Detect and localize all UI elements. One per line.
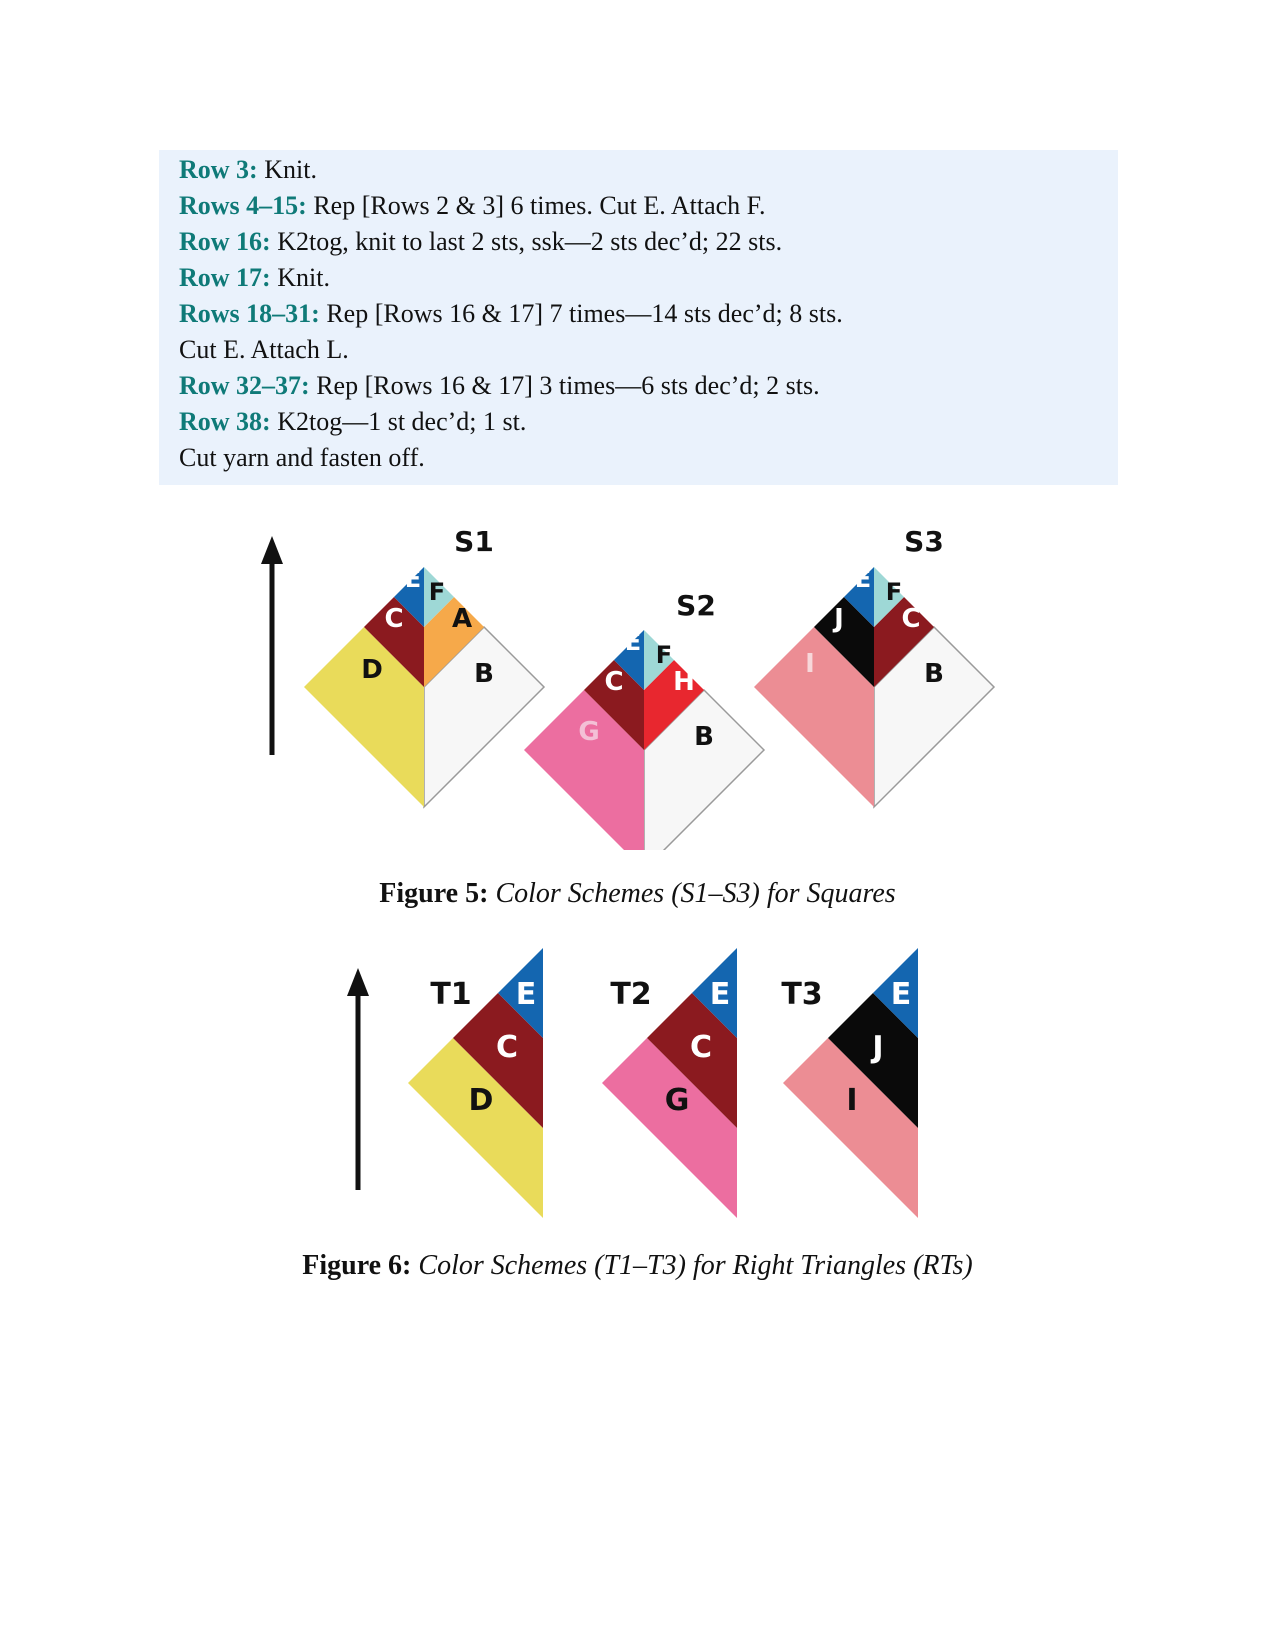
square-name: S3 bbox=[904, 525, 944, 558]
label-lr: B bbox=[474, 659, 494, 689]
label-ur: C bbox=[901, 604, 921, 634]
label-mid: C bbox=[495, 1030, 519, 1065]
instruction-line: Row 16: K2tog, knit to last 2 sts, ssk—2 sts dec’d; 22 sts. bbox=[179, 227, 783, 256]
label-e: E bbox=[624, 628, 642, 656]
instruction-line: Cut E. Attach L. bbox=[179, 335, 349, 364]
label-ul: J bbox=[834, 604, 844, 634]
label-top: E bbox=[709, 977, 731, 1012]
label-ll: I bbox=[805, 649, 815, 679]
triangle-name: T3 bbox=[781, 977, 823, 1012]
instruction-line: Row 17: Knit. bbox=[179, 263, 330, 292]
figure-6-diagram bbox=[0, 940, 1275, 1230]
label-e: E bbox=[404, 565, 422, 593]
figure-5-caption: Figure 5: Color Schemes (S1–S3) for Squares bbox=[379, 878, 896, 909]
label-f: F bbox=[885, 578, 903, 606]
figure-5-diagram bbox=[0, 500, 1275, 850]
label-mid: C bbox=[689, 1030, 713, 1065]
square-s3 bbox=[754, 525, 994, 807]
instruction-line: Rows 4–15: Rep [Rows 2 & 3] 6 times. Cut E. Attach F. bbox=[179, 191, 766, 220]
square-s1 bbox=[304, 525, 544, 807]
triangle-name: T1 bbox=[430, 977, 472, 1012]
label-low: D bbox=[468, 1083, 494, 1118]
square-name: S2 bbox=[676, 589, 716, 622]
label-lr: B bbox=[694, 722, 714, 752]
instruction-line: Row 3: Knit. bbox=[179, 155, 317, 184]
instruction-line: Cut yarn and fasten off. bbox=[179, 443, 425, 472]
direction-arrow-icon bbox=[261, 536, 283, 755]
label-ul: C bbox=[384, 604, 404, 634]
label-top: E bbox=[890, 977, 912, 1012]
direction-arrow-icon bbox=[347, 968, 369, 1190]
instructions-box bbox=[159, 150, 1118, 485]
label-mid: J bbox=[872, 1030, 884, 1065]
instruction-line: Row 32–37: Rep [Rows 16 & 17] 3 times—6 sts dec’d; 2 sts. bbox=[179, 371, 820, 400]
square-name: S1 bbox=[454, 525, 494, 558]
label-ul: C bbox=[604, 667, 624, 697]
square-s2 bbox=[524, 589, 764, 850]
label-top: E bbox=[515, 977, 537, 1012]
figure-6-caption: Figure 6: Color Schemes (T1–T3) for Right Triangles (RTs) bbox=[302, 1250, 973, 1281]
label-ll: G bbox=[578, 717, 600, 747]
label-low: I bbox=[846, 1083, 858, 1118]
instruction-line: Row 38: K2tog—1 st dec’d; 1 st. bbox=[179, 407, 527, 436]
label-ur: A bbox=[451, 604, 473, 634]
triangle-t2 bbox=[602, 948, 737, 1218]
instruction-line: Rows 18–31: Rep [Rows 16 & 17] 7 times—14 sts dec’d; 8 sts. bbox=[179, 299, 843, 328]
label-f: F bbox=[428, 578, 446, 606]
triangle-name: T2 bbox=[610, 977, 652, 1012]
label-lr: B bbox=[924, 659, 944, 689]
label-ur: H bbox=[673, 667, 695, 697]
label-ll: D bbox=[361, 655, 383, 685]
label-f: F bbox=[655, 641, 673, 669]
label-e: E bbox=[854, 565, 872, 593]
triangle-t1 bbox=[408, 948, 543, 1218]
triangle-t3 bbox=[781, 948, 918, 1218]
label-low: G bbox=[664, 1083, 690, 1118]
